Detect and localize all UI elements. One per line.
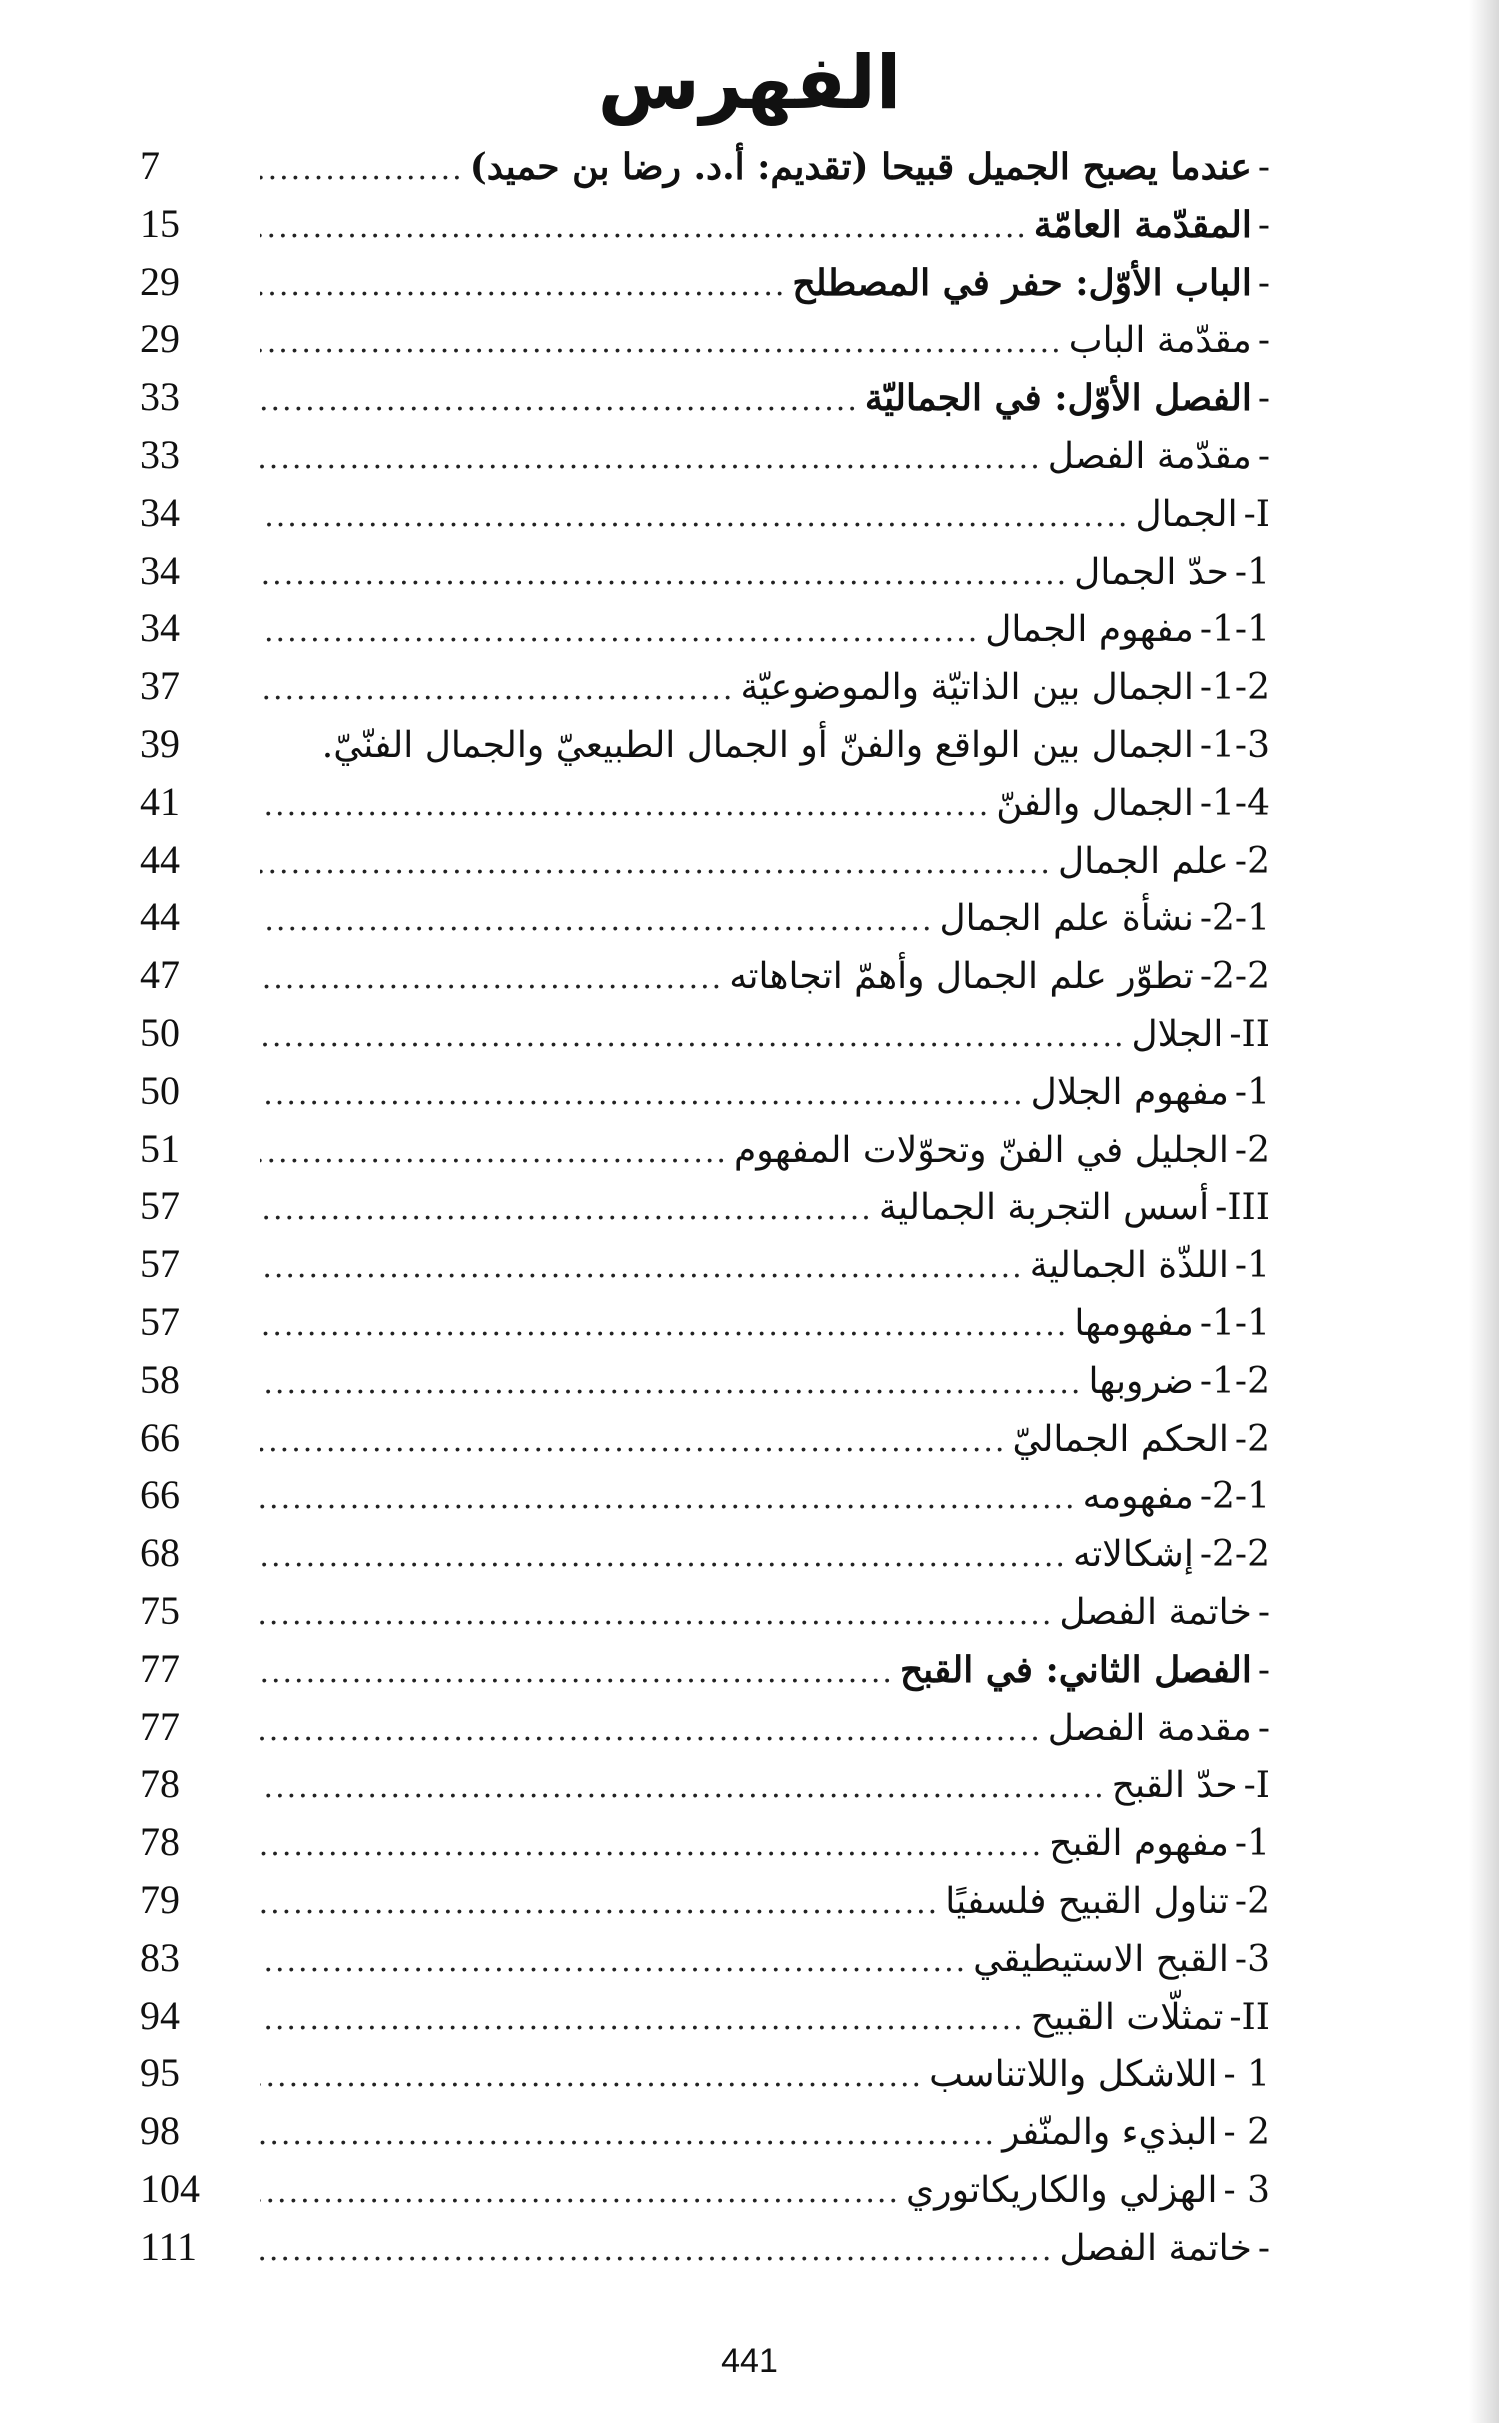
- toc-entry-page: 75: [140, 1587, 180, 1633]
- toc-entry-number: 1-3-: [1199, 724, 1270, 766]
- toc-leader-dots: [260, 1991, 1025, 2049]
- toc-entry-number: -: [1257, 378, 1270, 420]
- toc-entry-title: الفصل الثاني: في القبح: [899, 1648, 1252, 1691]
- toc-entry-number: 2-1-: [1199, 898, 1270, 940]
- toc-entry-number: -: [1257, 320, 1270, 362]
- toc-leader-dots: [260, 661, 734, 719]
- toc-entry-page: 34: [140, 489, 180, 535]
- toc-leader-dots: [260, 892, 933, 950]
- toc-leader-dots: [260, 1644, 894, 1702]
- toc-entry-title: إشكالاته: [1072, 1534, 1194, 1576]
- toc-entry-title: مفهوم القبح: [1049, 1823, 1229, 1865]
- toc-entry-page: 51: [140, 1125, 180, 1171]
- toc-entry-number: -: [1257, 147, 1270, 188]
- toc-entry-number: III-: [1215, 1187, 1270, 1229]
- toc-entry-title: حدّ القبح: [1111, 1765, 1238, 1807]
- toc-entry[interactable]: [140, 657, 1270, 715]
- toc-entry-page: 66: [140, 1472, 180, 1518]
- toc-entry-page: 77: [140, 1703, 180, 1749]
- toc-entry-number: 3-: [1234, 1938, 1270, 1980]
- toc-leader-dots: [260, 1239, 1024, 1297]
- toc-leader-dots: [260, 603, 979, 661]
- toc-entry-page: 57: [140, 1183, 180, 1229]
- toc-entry-page: 33: [140, 431, 180, 477]
- toc-entry-number: 2-: [1234, 840, 1270, 882]
- toc-entry-page: 57: [140, 1241, 180, 1287]
- toc-entry[interactable]: [140, 1987, 1270, 2045]
- toc-entry-title: خاتمة الفصل: [1059, 2227, 1252, 2269]
- toc-entry-number: 1-1-: [1199, 1302, 1270, 1344]
- toc-entry[interactable]: [140, 368, 1270, 426]
- toc-leader-dots: [260, 777, 990, 835]
- toc-entry[interactable]: [140, 137, 1270, 195]
- toc-entry-title: خاتمة الفصل: [1059, 1591, 1252, 1633]
- toc-leader-dots: [260, 2106, 996, 2164]
- toc-entry-page: 50: [140, 1067, 180, 1113]
- toc-leader-dots: [260, 430, 1042, 488]
- toc-leader-dots: [260, 1355, 1082, 1413]
- toc-entry[interactable]: [140, 426, 1270, 484]
- toc-leader-dots: [260, 314, 1063, 372]
- toc-entry[interactable]: [140, 1524, 1270, 1582]
- toc-leader-dots: [260, 372, 859, 430]
- toc-entry[interactable]: [140, 946, 1270, 1004]
- toc-entry-page: 94: [140, 1992, 180, 2038]
- toc-leader-dots: [260, 1702, 1042, 1760]
- toc-leader-dots: [260, 835, 1052, 893]
- toc-entry-title: نشأة علم الجمال: [939, 898, 1194, 940]
- toc-entry-title: البذيء والمنّفر: [1002, 2112, 1218, 2154]
- toc-entry-page: 57: [140, 1298, 180, 1344]
- toc-entry[interactable]: [140, 1177, 1270, 1235]
- toc-entry-page: 78: [140, 1819, 180, 1865]
- toc-entry-number: 3 -: [1223, 2169, 1270, 2211]
- toc-entry-number: 1-1-: [1199, 609, 1270, 651]
- toc-entry[interactable]: [140, 484, 1270, 542]
- toc-leader-dots: [260, 199, 1028, 257]
- toc-leader-dots: [260, 1181, 873, 1239]
- toc-leader-dots: [260, 1008, 1126, 1066]
- toc-entry-title: الجمال: [1135, 493, 1238, 535]
- toc-entry[interactable]: [140, 1293, 1270, 1351]
- toc-leader-dots: [260, 1875, 939, 1933]
- toc-entry-number: 1-2-: [1199, 1360, 1270, 1402]
- toc-entry-title: الباب الأوّل: حفر في المصطلح: [792, 261, 1252, 304]
- toc-entry-title: مفهوم الجمال: [985, 609, 1194, 651]
- toc-entry-page: 41: [140, 778, 180, 824]
- toc-entry[interactable]: [140, 195, 1270, 253]
- toc-entry-page: 15: [140, 200, 180, 246]
- toc-entry[interactable]: [140, 1813, 1270, 1871]
- toc-entry-title: الجليل في الفنّ وتحوّلات المفهوم: [733, 1129, 1229, 1171]
- toc-entry[interactable]: [140, 1351, 1270, 1409]
- toc-leader-dots: [260, 2164, 900, 2222]
- page-edge-shadow: [1469, 0, 1499, 2423]
- toc-entry-title: الفصل الأوّل: في الجماليّة: [864, 377, 1252, 420]
- toc-leader-dots: [260, 257, 786, 315]
- toc-entry-title: الجمال بين الواقع والفنّ أو الجمال الطبيعيّ والجمال الفنّيّ.: [321, 724, 1194, 766]
- toc-entry-title: اللاشكل واللاتناسب: [929, 2054, 1218, 2096]
- page-title: الفهرس: [597, 40, 902, 126]
- toc-entry-title: الهزلي والكاريكاتوري: [906, 2169, 1218, 2211]
- toc-entry-title: تناول القبيح فلسفيًا: [945, 1880, 1229, 1922]
- toc-leader-dots: [260, 1586, 1053, 1644]
- toc-entry-number: 2-: [1234, 1418, 1270, 1460]
- toc-entry-title: علم الجمال: [1057, 840, 1229, 882]
- toc-entry-title: مقدّمة الفصل: [1047, 435, 1252, 477]
- toc-entry-page: 68: [140, 1530, 180, 1576]
- toc-leader-dots: [260, 2048, 923, 2106]
- toc-leader-dots: [260, 1470, 1077, 1528]
- toc-entry-page: 33: [140, 374, 180, 420]
- toc-entry-number: II-: [1229, 1996, 1270, 2038]
- toc-leader-dots: [260, 1066, 1025, 1124]
- toc-entry-page: 78: [140, 1761, 180, 1807]
- toc-entry[interactable]: [140, 1235, 1270, 1293]
- page-number: 441: [721, 2342, 778, 2380]
- toc-leader-dots: [260, 1297, 1068, 1355]
- toc-entry-title: المقدّمة العامّة: [1033, 203, 1252, 246]
- toc-entry-page: 111: [140, 2223, 198, 2269]
- toc-entry[interactable]: [140, 715, 1270, 773]
- toc-entry[interactable]: [140, 1062, 1270, 1120]
- toc-entry-title: عندما يصبح الجميل قبيحا (تقديم: أ.د. رضا بن حميد): [469, 146, 1252, 188]
- toc-entry-title: الحكم الجماليّ: [1012, 1418, 1229, 1460]
- toc-entry[interactable]: [140, 773, 1270, 831]
- toc-entry-page: 44: [140, 836, 180, 882]
- toc-entry-title: تمثلّات القبيح: [1030, 1996, 1224, 2038]
- toc-entry-page: 29: [140, 316, 180, 362]
- toc-entry-page: 29: [140, 258, 180, 304]
- toc-entry-page: 66: [140, 1414, 180, 1460]
- toc-entry-number: 1-: [1234, 1245, 1270, 1287]
- toc-entry-number: 1-4-: [1199, 782, 1270, 824]
- toc-entry-page: 58: [140, 1356, 180, 1402]
- toc-entry-page: 37: [140, 663, 180, 709]
- toc-entry-title: الجمال والفنّ: [996, 782, 1194, 824]
- toc-entry-number: 1-: [1234, 1823, 1270, 1865]
- toc-entry-number: 2-: [1234, 1129, 1270, 1171]
- toc-entry-title: أسس التجربة الجمالية: [878, 1187, 1210, 1229]
- toc-entry-page: 83: [140, 1934, 180, 1980]
- toc-entry-title: مقدّمة الباب: [1068, 320, 1252, 362]
- toc-entry-page: 50: [140, 1009, 180, 1055]
- toc-entry-number: -: [1257, 204, 1270, 246]
- toc-entry[interactable]: [140, 1120, 1270, 1178]
- toc-leader-dots: [260, 1528, 1067, 1586]
- toc-entry-number: 1-2-: [1199, 667, 1270, 709]
- toc-entry[interactable]: [140, 1871, 1270, 1929]
- toc-entry-title: حدّ الجمال: [1074, 551, 1229, 593]
- toc-entry-number: 1-: [1234, 1071, 1270, 1113]
- toc-entry-title: مفهومه: [1082, 1476, 1194, 1518]
- toc-leader-dots: [260, 1124, 728, 1182]
- toc-entry[interactable]: [140, 831, 1270, 889]
- toc-entry[interactable]: [140, 599, 1270, 657]
- toc-entry-number: 2-2-: [1199, 1534, 1270, 1576]
- toc-entry[interactable]: [140, 1409, 1270, 1467]
- toc-leader-dots: [260, 1413, 1006, 1471]
- toc-entry-title: مفهومها: [1074, 1302, 1194, 1344]
- toc-entry-number: -: [1257, 2227, 1270, 2269]
- toc-leader-dots: [260, 488, 1129, 546]
- toc-entry[interactable]: [140, 1004, 1270, 1062]
- toc-entry-number: -: [1257, 1591, 1270, 1633]
- toc-leader-dots: [260, 1759, 1106, 1817]
- toc-entry-page: 79: [140, 1876, 180, 1922]
- toc-leader-dots: [260, 950, 723, 1008]
- toc-leader-dots: [260, 2222, 1053, 2280]
- toc-entry[interactable]: [140, 1698, 1270, 1756]
- toc-entry[interactable]: [140, 1755, 1270, 1813]
- toc-entry[interactable]: [140, 253, 1270, 311]
- toc-entry-number: -: [1257, 1707, 1270, 1749]
- toc-entry-title: اللذّة الجمالية: [1029, 1245, 1229, 1287]
- toc-entry-title: الجمال بين الذاتيّة والموضوعيّة: [740, 667, 1194, 709]
- toc-entry[interactable]: [140, 2160, 1270, 2218]
- toc-leader-dots: [260, 141, 464, 199]
- toc-entry-number: 2-: [1234, 1880, 1270, 1922]
- toc-entry-number: -: [1257, 435, 1270, 477]
- toc-entry-page: 98: [140, 2108, 180, 2154]
- toc-leader-dots: [260, 1933, 967, 1991]
- toc-entry-number: I-: [1243, 1765, 1270, 1807]
- toc-entry[interactable]: [140, 888, 1270, 946]
- toc-entry-title: تطوّر علم الجمال وأهمّ اتجاهاته: [729, 956, 1194, 998]
- toc-entry-title: ضروبها: [1088, 1360, 1194, 1402]
- toc-entry-number: -: [1257, 1649, 1270, 1691]
- toc-entry-title: الجلال: [1131, 1013, 1224, 1055]
- toc-entry-page: 95: [140, 2050, 180, 2096]
- toc-entry-title: مفهوم الجلال: [1030, 1071, 1229, 1113]
- toc-entry-number: I-: [1243, 493, 1270, 535]
- toc-entry[interactable]: [140, 310, 1270, 368]
- toc-entry[interactable]: [140, 1582, 1270, 1640]
- toc-entry-page: 7: [140, 143, 160, 188]
- toc-entry[interactable]: [140, 1640, 1270, 1698]
- toc-entry-page: 104: [140, 2165, 200, 2211]
- toc-entry-number: II-: [1229, 1013, 1270, 1055]
- toc-entry-page: 34: [140, 547, 180, 593]
- toc-entry-page: 44: [140, 894, 180, 940]
- table-of-contents: [140, 137, 1270, 2275]
- toc-entry-number: 2-1-: [1199, 1476, 1270, 1518]
- toc-entry[interactable]: [140, 2102, 1270, 2160]
- toc-entry-number: 2-2-: [1199, 956, 1270, 998]
- toc-entry-page: 47: [140, 952, 180, 998]
- toc-entry-title: القبح الاستيطيقي: [973, 1938, 1229, 1980]
- toc-entry-page: 77: [140, 1645, 180, 1691]
- toc-leader-dots: [260, 1817, 1043, 1875]
- toc-entry-page: 34: [140, 605, 180, 651]
- toc-entry-number: 1-: [1234, 551, 1270, 593]
- toc-entry-number: 1 -: [1223, 2054, 1270, 2096]
- toc-entry-number: -: [1257, 262, 1270, 304]
- toc-entry-page: 39: [140, 720, 180, 766]
- toc-entry[interactable]: [140, 1466, 1270, 1524]
- toc-entry[interactable]: [140, 2044, 1270, 2102]
- toc-entry-title: مقدمة الفصل: [1047, 1707, 1252, 1749]
- toc-entry[interactable]: [140, 2218, 1270, 2276]
- toc-entry[interactable]: [140, 1929, 1270, 1987]
- toc-entry-number: 2 -: [1223, 2112, 1270, 2154]
- toc-entry[interactable]: [140, 542, 1270, 600]
- toc-leader-dots: [260, 546, 1068, 604]
